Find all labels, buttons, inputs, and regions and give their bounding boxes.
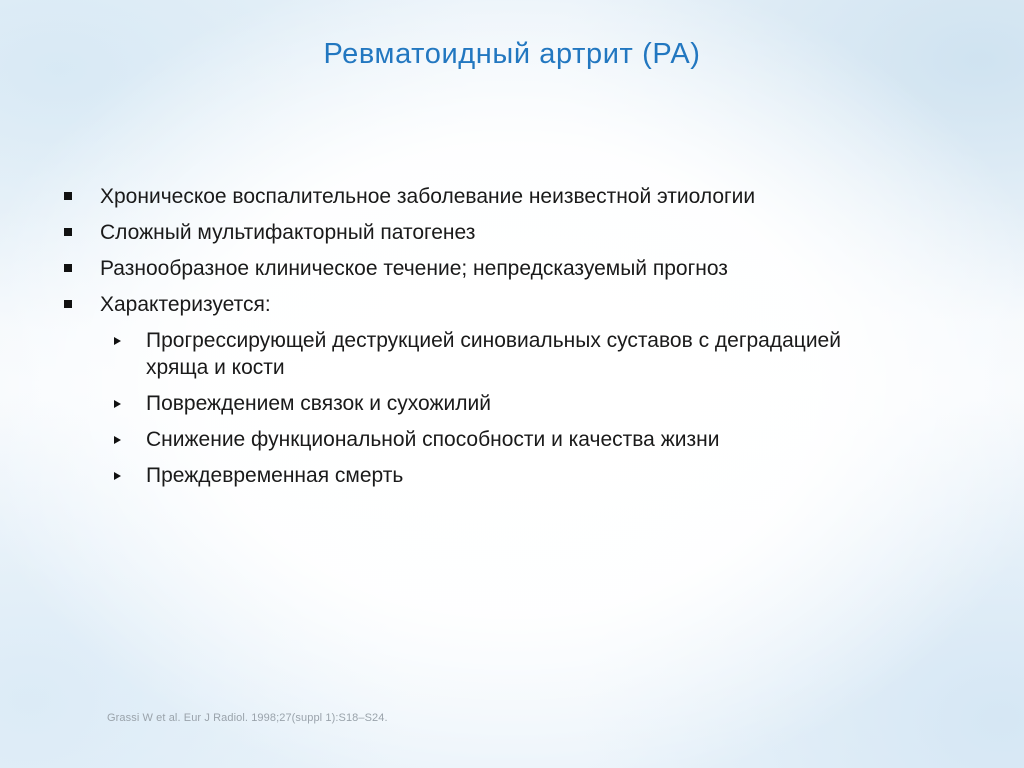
bullet-list: [60, 183, 960, 498]
triangle-bullet-icon: [114, 337, 121, 345]
list-item-text: Снижение функциональной способности и качества жизни: [146, 428, 720, 451]
square-bullet-icon: [64, 264, 72, 272]
sub-list-item: [60, 426, 960, 453]
list-item: [60, 219, 960, 246]
sub-list-item: [60, 327, 960, 381]
list-item-text: Разнообразное клиническое течение; непредсказуемый прогноз: [100, 257, 728, 280]
list-item: [60, 183, 960, 210]
list-item-text: Прогрессирующей деструкцией синовиальных суставов с деградацией хряща и кости: [146, 329, 841, 379]
list-item: [60, 255, 960, 282]
square-bullet-icon: [64, 228, 72, 236]
list-item-text: Преждевременная смерть: [146, 464, 404, 487]
slide-title: Ревматоидный артрит (РА): [323, 38, 701, 70]
triangle-bullet-icon: [114, 400, 121, 408]
sub-list-item: [60, 462, 960, 489]
list-item: [60, 291, 960, 318]
list-item-text: Характеризуется:: [100, 293, 271, 316]
footnote-citation: Grassi W et al. Eur J Radiol. 1998;27(suppl 1):S18–S24.: [107, 712, 388, 724]
square-bullet-icon: [64, 300, 72, 308]
list-item-text: Повреждением связок и сухожилий: [146, 392, 491, 415]
square-bullet-icon: [64, 192, 72, 200]
list-item-text: Хроническое воспалительное заболевание неизвестной этиологии: [100, 185, 756, 208]
triangle-bullet-icon: [114, 472, 121, 480]
triangle-bullet-icon: [114, 436, 121, 444]
list-item-text: Сложный мультифакторный патогенез: [100, 221, 476, 244]
sub-list-item: [60, 390, 960, 417]
